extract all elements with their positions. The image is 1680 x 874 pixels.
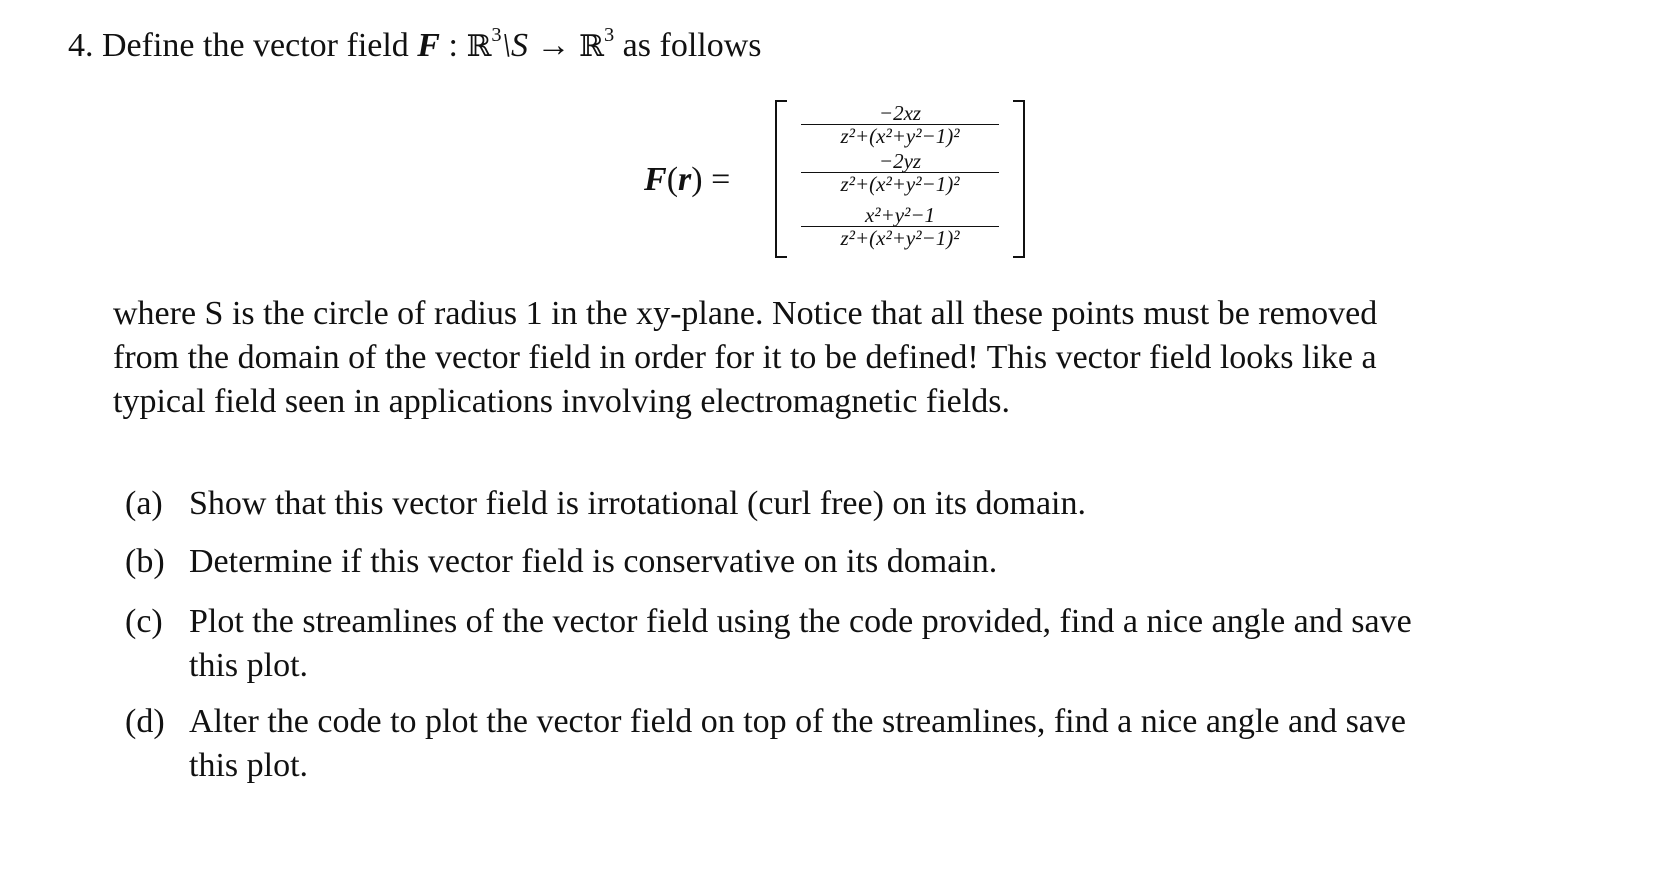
- part-a-text: Show that this vector field is irrotational (curl free) on its domain.: [189, 485, 1086, 522]
- right-bracket: [1013, 100, 1025, 258]
- intro-suffix: as follows: [622, 27, 762, 64]
- description-paragraph: [113, 292, 1563, 424]
- part-c-text-cont: this plot.: [189, 647, 309, 684]
- component-3: [795, 204, 1005, 249]
- part-a: [125, 482, 1086, 526]
- lhs-symbol: F: [644, 161, 667, 198]
- part-b-text: Determine if this vector field is conservative on its domain.: [189, 543, 998, 580]
- part-c: [125, 600, 1412, 688]
- paragraph-line: where S is the circle of radius 1 in the xy-plane. Notice that all these points must be removed: [113, 295, 1378, 332]
- equation-lhs: [644, 160, 730, 200]
- paragraph-line: from the domain of the vector field in order for it to be defined! This vector field looks like a: [113, 339, 1377, 376]
- lhs-arg: r: [678, 161, 692, 198]
- domain-exp: 3: [491, 23, 502, 46]
- part-c-text: Plot the streamlines of the vector field using the code provided, find a nice angle and save: [189, 603, 1412, 640]
- codomain-exp: 3: [603, 23, 615, 46]
- colon: :: [448, 27, 458, 64]
- codomain-base: ℝ: [579, 29, 604, 64]
- lhs-open-paren: (: [666, 161, 679, 198]
- equals-sign: =: [711, 161, 731, 198]
- vector-matrix: [775, 100, 1025, 258]
- component-2-numerator: −2yz: [878, 149, 922, 173]
- component-1-denominator: z²+(x²+y²−1)²: [840, 124, 960, 148]
- problem-heading: [68, 23, 762, 67]
- component-3-denominator: z²+(x²+y²−1)²: [840, 226, 960, 250]
- part-a-label: (a): [125, 485, 163, 522]
- domain-minus: \S →: [501, 27, 571, 64]
- part-b-label: (b): [125, 543, 165, 580]
- lhs-close-paren: ): [691, 161, 703, 198]
- component-1: [795, 102, 1005, 147]
- field-symbol: F: [417, 27, 440, 64]
- left-bracket: [775, 100, 787, 258]
- component-2: [795, 150, 1005, 195]
- paragraph-line: typical field seen in applications involving electromagnetic fields.: [113, 383, 1010, 420]
- part-d-label: (d): [125, 703, 165, 740]
- part-b: [125, 540, 997, 584]
- component-3-numerator: x²+y²−1: [864, 203, 936, 227]
- intro-prefix: Define the vector field: [102, 27, 409, 64]
- domain-base: ℝ: [466, 29, 492, 64]
- part-c-label: (c): [125, 603, 163, 640]
- part-d-text: Alter the code to plot the vector field on top of the streamlines, find a nice angle and save: [189, 703, 1406, 740]
- problem-number: 4.: [68, 27, 94, 64]
- component-1-numerator: −2xz: [878, 101, 922, 125]
- part-d: [125, 700, 1406, 788]
- component-2-denominator: z²+(x²+y²−1)²: [840, 172, 960, 196]
- part-d-text-cont: this plot.: [189, 747, 309, 784]
